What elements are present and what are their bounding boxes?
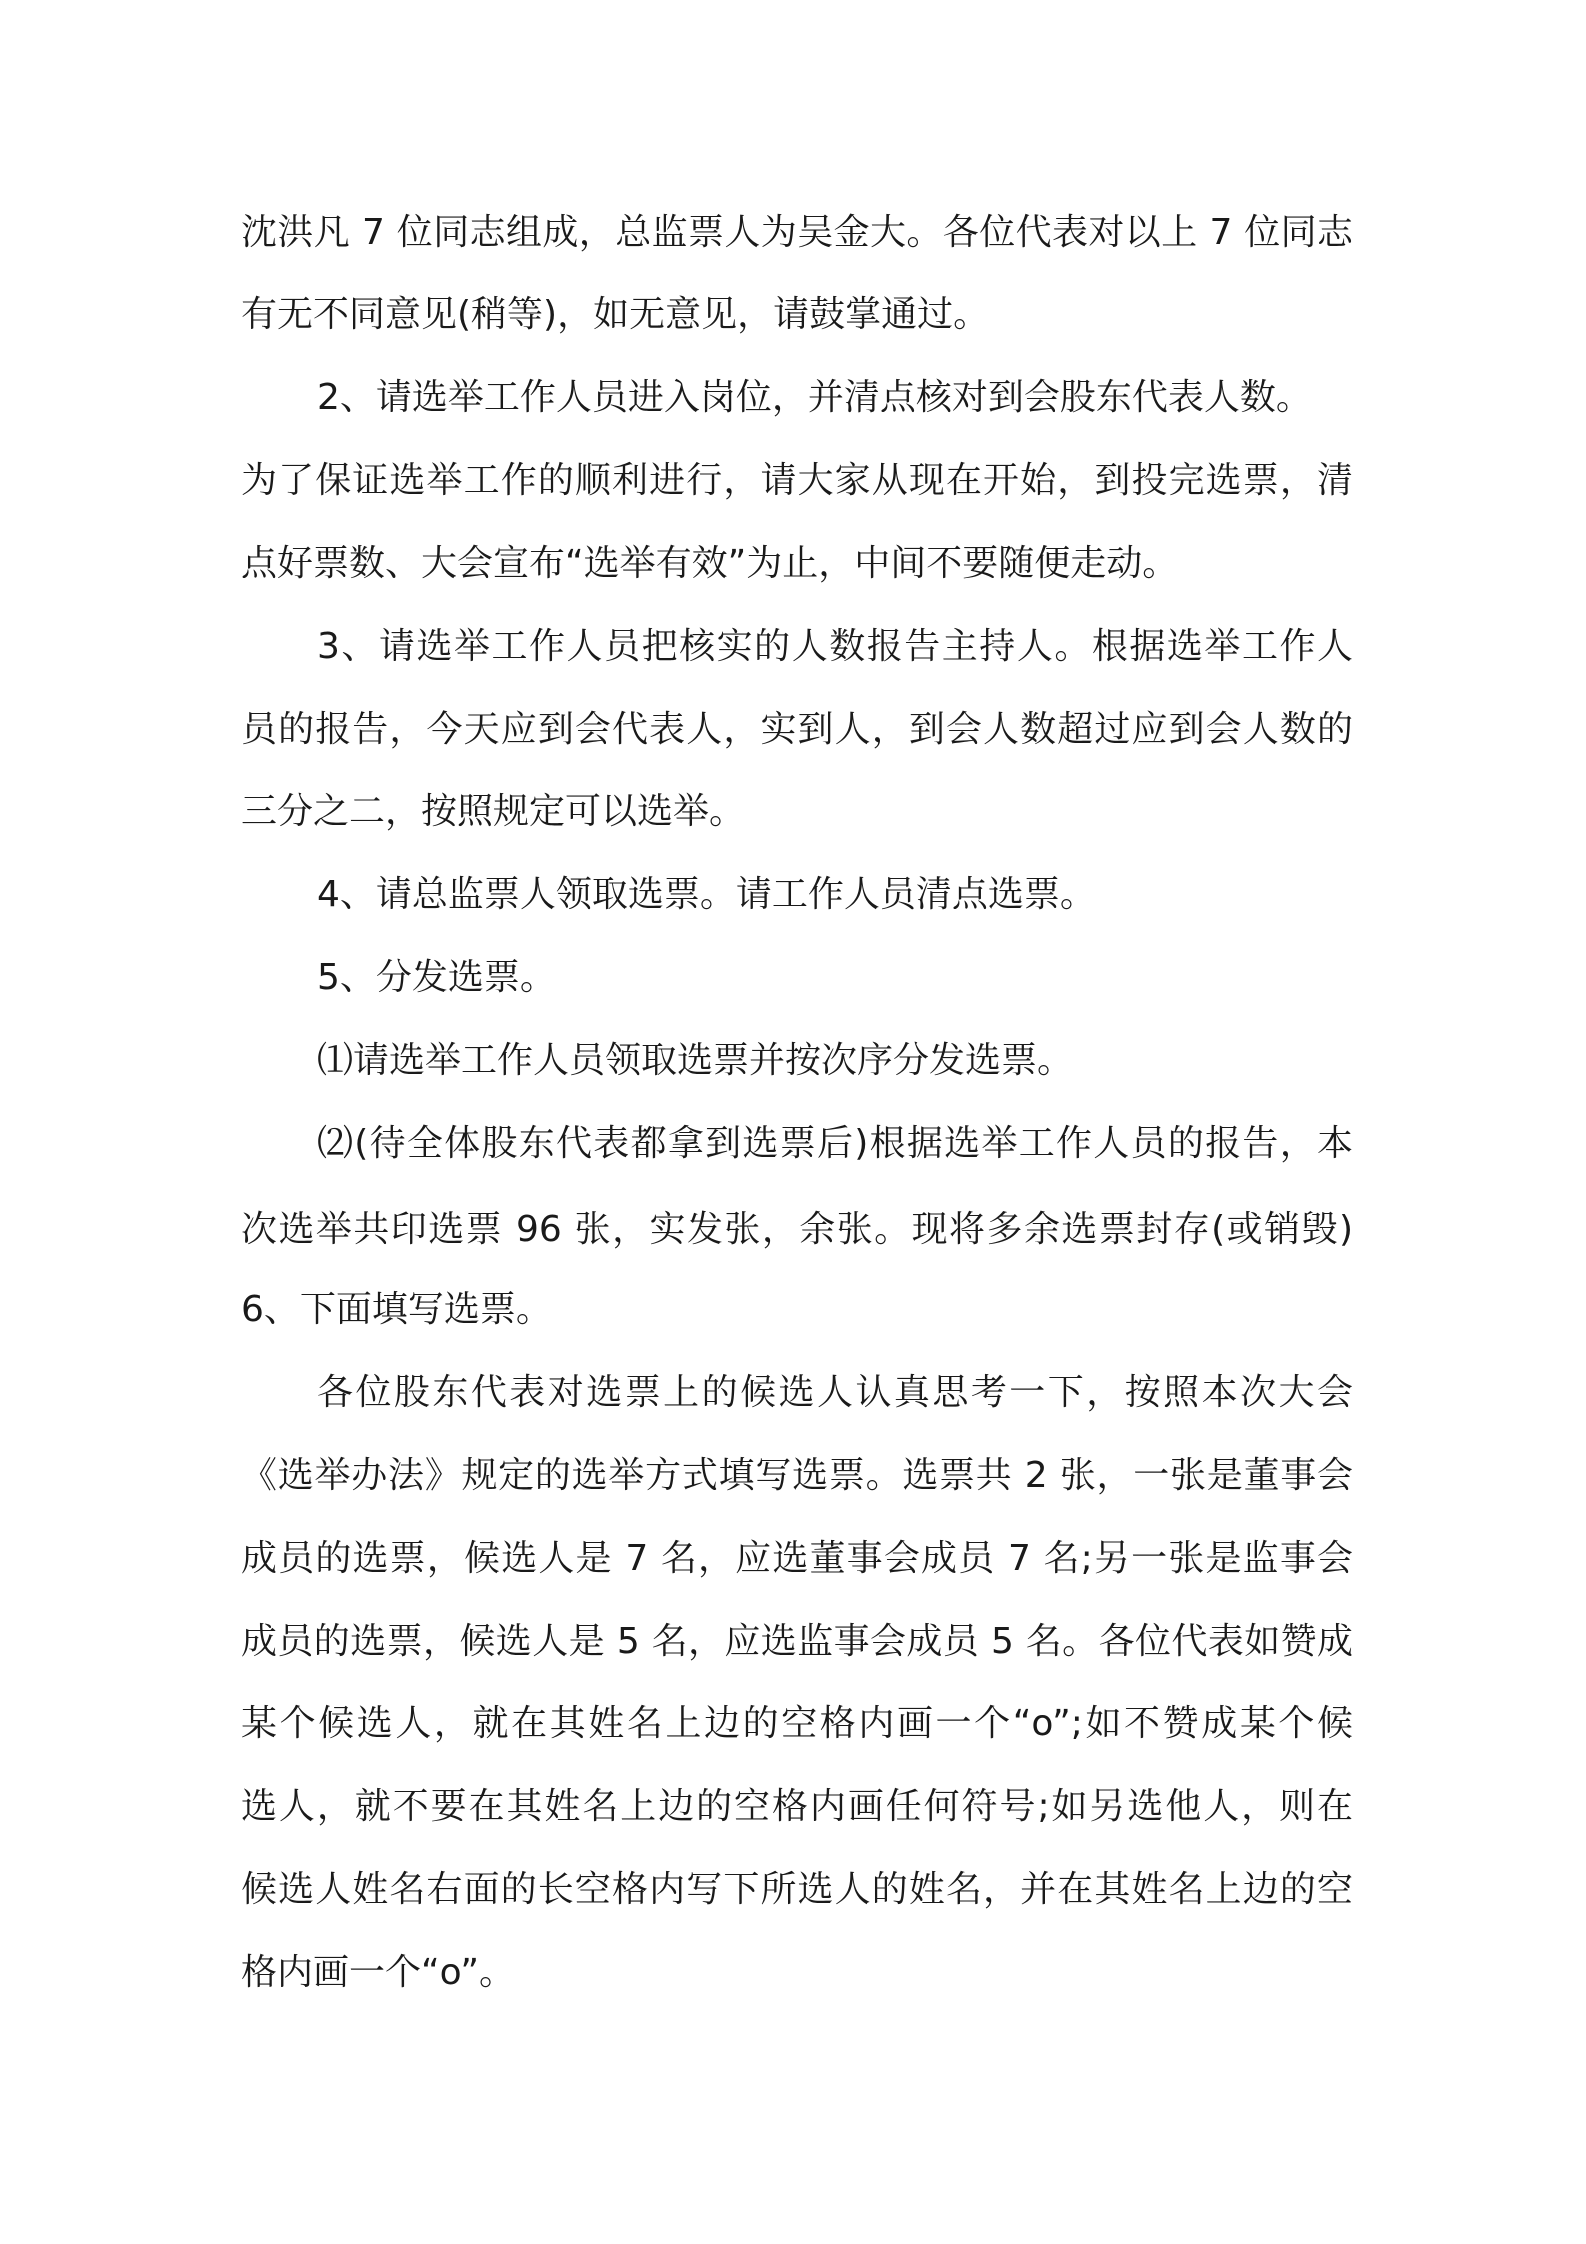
text-line: 成员的选票，候选人是 5 名，应选监事会成员 5 名。各位代表如赞成 xyxy=(241,1621,1353,1662)
text-line: 成员的选票，候选人是 7 名，应选董事会成员 7 名;另一张是监事会 xyxy=(241,1538,1353,1579)
text-line: 某个候选人，就在其姓名上边的空格内画一个“o”;如不赞成某个候 xyxy=(241,1703,1353,1744)
text-line: 次选举共印选票 96 张，实发张，余张。现将多余选票封存(或销毁) xyxy=(241,1209,1353,1250)
text-line: 沈洪凡 7 位同志组成，总监票人为吴金大。各位代表对以上 7 位同志 xyxy=(241,212,1353,253)
text-line: 4、请总监票人领取选票。请工作人员清点选票。 xyxy=(317,874,1096,915)
text-line: 《选举办法》规定的选举方式填写选票。选票共 2 张，一张是董事会 xyxy=(241,1455,1353,1496)
text-line: 员的报告，今天应到会代表人，实到人，到会人数超过应到会人数的 xyxy=(241,709,1353,750)
text-line: 格内画一个“o”。 xyxy=(241,1952,516,1993)
text-line: 候选人姓名右面的长空格内写下所选人的姓名，并在其姓名上边的空 xyxy=(241,1869,1353,1910)
text-line: 5、分发选票。 xyxy=(317,957,556,998)
text-line: 选人，就不要在其姓名上边的空格内画任何符号;如另选他人，则在 xyxy=(241,1786,1353,1827)
text-line: 6、下面填写选票。 xyxy=(241,1289,552,1330)
text-line: 有无不同意见(稍等)，如无意见，请鼓掌通过。 xyxy=(241,294,990,335)
text-line: ⑵(待全体股东代表都拿到选票后)根据选举工作人员的报告，本 xyxy=(317,1123,1353,1164)
text-line: 点好票数、大会宣布“选举有效”为止，中间不要随便走动。 xyxy=(241,543,1179,584)
text-line: 为了保证选举工作的顺利进行，请大家从现在开始，到投完选票，清 xyxy=(241,460,1353,501)
text-line: 三分之二，按照规定可以选举。 xyxy=(241,791,746,832)
text-line: 各位股东代表对选票上的候选人认真思考一下，按照本次大会 xyxy=(317,1372,1353,1413)
text-line: 2、请选举工作人员进入岗位，并清点核对到会股东代表人数。 xyxy=(317,377,1312,418)
text-line: 3、请选举工作人员把核实的人数报告主持人。根据选举工作人 xyxy=(317,626,1353,667)
text-line: ⑴请选举工作人员领取选票并按次序分发选票。 xyxy=(317,1040,1074,1081)
